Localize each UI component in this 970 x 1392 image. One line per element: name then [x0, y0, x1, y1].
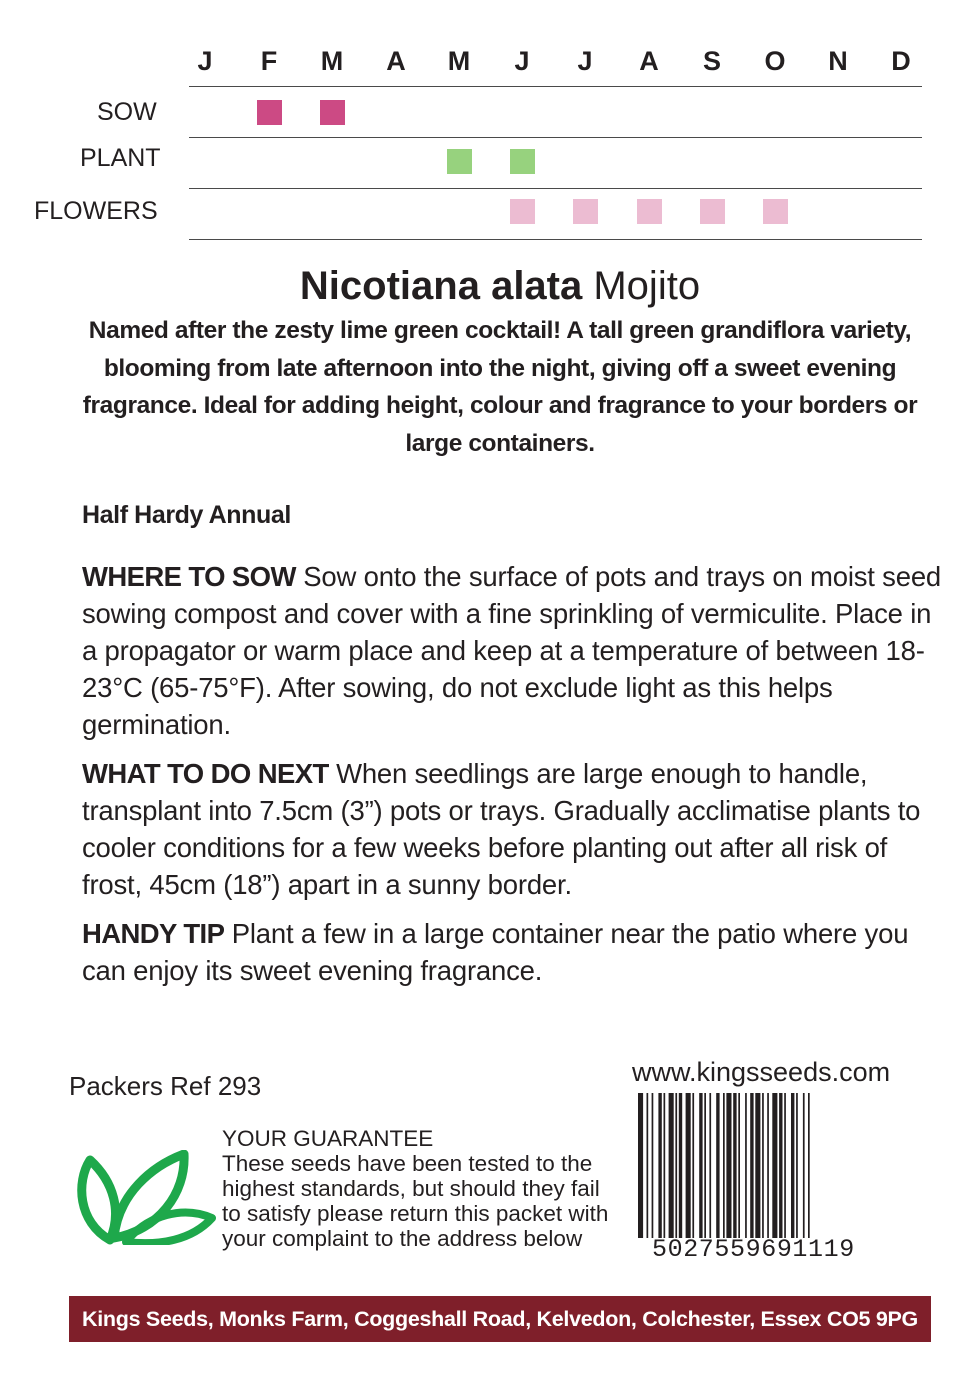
month-4-label: A	[386, 46, 406, 76]
scientific-name: Nicotiana alata	[299, 264, 583, 308]
plant-month-marker	[510, 149, 535, 174]
calendar-divider	[189, 86, 922, 87]
month-5-label: M	[447, 46, 471, 76]
where-to-sow-heading: WHERE TO SOW	[82, 561, 296, 592]
what-to-do-next-text: When seedlings are large enough to handle, transplant into 7.5cm (3”) pots or trays. Gradually acclimatise plants to cooler conditions for a few weeks before planting out after all risk of frost, 45cm (18”) apart in a sunny border.	[82, 758, 921, 900]
calendar-divider	[189, 239, 922, 240]
flowers-month-marker	[700, 199, 725, 224]
variety-name: Mojito	[582, 264, 701, 308]
month-2-label: F	[260, 46, 278, 76]
barcode-number: 5027559691119	[652, 1235, 855, 1264]
plant-type: Half Hardy Annual	[82, 501, 291, 529]
month-9-label: S	[702, 46, 721, 76]
flowers-month-marker	[637, 199, 662, 224]
guarantee-text: These seeds have been tested to the highest standards, but should they fail to satisfy please return this packet with your complaint to the address below	[222, 1151, 609, 1251]
handy-tip-text: Plant a few in a large container near the patio where you can enjoy its sweet evening fragrance.	[82, 918, 909, 986]
row-label-plant: PLANT	[80, 144, 161, 172]
month-3-label: M	[320, 46, 344, 76]
month-6-label: J	[514, 46, 530, 76]
month-12-label: D	[891, 46, 911, 76]
barcode	[638, 1093, 928, 1238]
month-8-label: A	[639, 46, 659, 76]
flowers-month-marker	[763, 199, 788, 224]
handy-tip-heading: HANDY TIP	[82, 918, 225, 949]
flowers-month-marker	[573, 199, 598, 224]
handy-tip-section	[82, 915, 952, 989]
product-description: Named after the zesty lime green cocktail! A tall green grandiflora variety, blooming from late afternoon into the night, giving off a sweet evening fragrance. Ideal for adding height, colour and fragrance to your borders or large containers.	[82, 317, 918, 457]
sow-month-marker	[257, 100, 282, 125]
packers-ref: Packers Ref 293	[69, 1071, 262, 1101]
row-label-flowers: FLOWERS	[34, 197, 158, 225]
month-11-label: N	[828, 46, 848, 76]
month-7-label: J	[577, 46, 593, 76]
row-label-sow: SOW	[97, 98, 157, 126]
where-to-sow-section	[82, 558, 952, 743]
product-title	[0, 262, 970, 310]
calendar-divider	[189, 137, 922, 138]
month-10-label: O	[764, 46, 786, 76]
where-to-sow-text: Sow onto the surface of pots and trays on moist seed sowing compost and cover with a fine sprinkling of vermiculite. Place in a propagator or warm place and keep at a temperature of between 18-23°C (65-75°F). After sowing, do not exclude light as this helps germination.	[82, 561, 942, 740]
address-bar: Kings Seeds, Monks Farm, Coggeshall Road, Kelvedon, Colchester, Essex CO5 9PG	[69, 1296, 931, 1342]
sow-month-marker	[320, 100, 345, 125]
month-1-label: J	[197, 46, 213, 76]
plant-month-marker	[447, 149, 472, 174]
flowers-month-marker	[510, 199, 535, 224]
what-to-do-next-heading: WHAT TO DO NEXT	[82, 758, 329, 789]
what-to-do-next-section	[82, 755, 952, 903]
calendar-divider	[189, 188, 922, 189]
website-link[interactable]: www.kingsseeds.com	[632, 1057, 891, 1087]
leaf-logo-icon	[74, 1150, 216, 1245]
guarantee-block	[222, 1126, 612, 1251]
guarantee-title: YOUR GUARANTEE	[222, 1126, 434, 1151]
